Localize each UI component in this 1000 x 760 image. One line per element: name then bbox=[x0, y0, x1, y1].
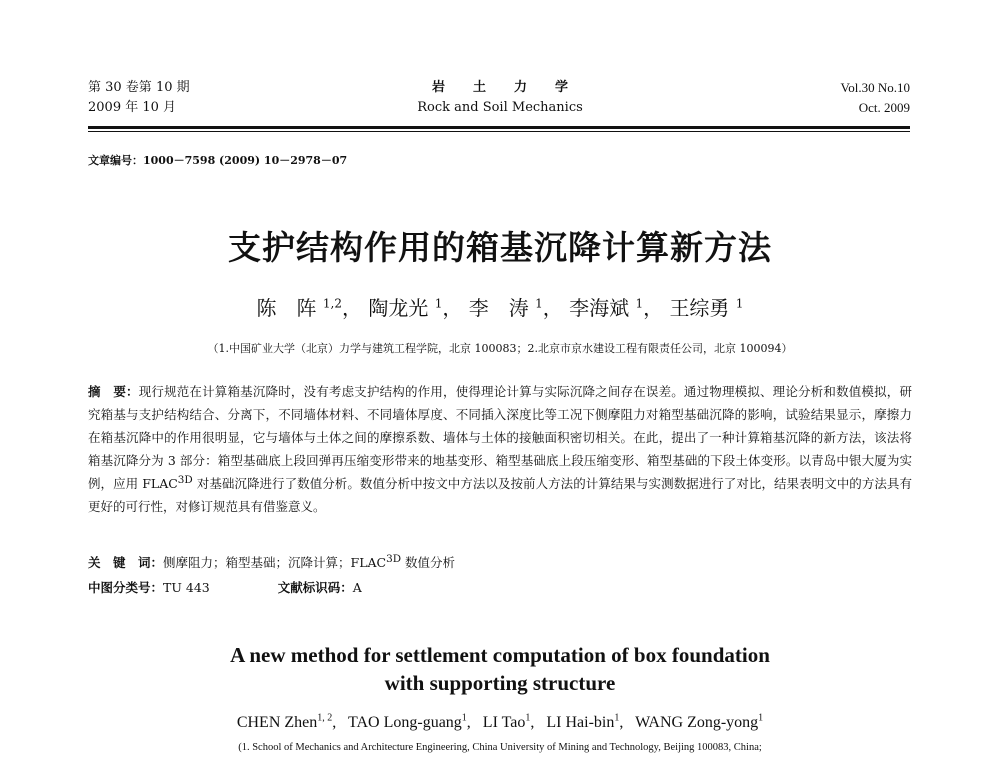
header-rule-thin bbox=[88, 131, 910, 132]
author-cn: 王综勇 $^1$ bbox=[669, 296, 744, 320]
clc-value: TU 443 bbox=[163, 580, 210, 595]
journal-name-cn: 岩土力学 bbox=[431, 80, 596, 95]
date-en: Oct. 2009 bbox=[858, 100, 910, 115]
header-left bbox=[88, 78, 190, 118]
author-en: LI Hai-bin$^1$ bbox=[546, 712, 620, 731]
volume-issue-en: Vol.30 No.10 bbox=[840, 80, 910, 95]
author-en: CHEN Zhen$^{1, 2}$ bbox=[236, 712, 333, 731]
author-cn: 李海斌 $^1$ bbox=[569, 296, 644, 320]
keywords-text: 侧摩阻力；箱型基础；沉降计算；FLAC bbox=[163, 555, 387, 570]
title-en-line2: with supporting structure bbox=[384, 671, 616, 695]
header-right bbox=[841, 78, 910, 118]
authors-cn: 陈 阵 $^{1,2}$， 陶龙光 $^1$， 李 涛 $^1$， 李海斌 $^1$， 王综勇 $^1$ bbox=[256, 296, 744, 320]
doc-code-value: A bbox=[352, 580, 362, 595]
header-rule-thick bbox=[88, 126, 910, 129]
keywords-label: 关 键 词： bbox=[88, 555, 164, 570]
abstract-label: 摘 要： bbox=[88, 384, 139, 399]
header-center bbox=[360, 78, 640, 118]
title-cn: 支护结构作用的箱基沉降计算新方法 bbox=[228, 228, 772, 267]
doc-code-label: 文献标识码： bbox=[277, 580, 353, 595]
clc-label: 中图分类号： bbox=[88, 580, 164, 595]
journal-name-en: Rock and Soil Mechanics bbox=[417, 100, 583, 115]
abstract-sup: 3D bbox=[177, 473, 193, 486]
authors-en: CHEN Zhen$^{1, 2}$, TAO Long-guang$^1$, LI Tao$^1$, LI Hai-bin$^1$, WANG Zong-yong$^1$ bbox=[236, 712, 764, 731]
keywords-sup: 3D bbox=[386, 552, 402, 565]
volume-issue-cn: 第 30 卷第 10 期 bbox=[88, 80, 190, 95]
affiliation-cn: （1.中国矿业大学（北京）力学与建筑工程学院，北京 100083；2.北京市京水建设工程有限责任公司，北京 100094） bbox=[207, 342, 793, 355]
keywords-text-cont: 数值分析 bbox=[401, 555, 456, 570]
affiliation-en: (1. School of Mechanics and Architecture Engineering, China University of Mining and Technology, Beijing 100083, China; bbox=[238, 742, 762, 753]
author-en: TAO Long-guang$^1$ bbox=[347, 712, 467, 731]
abstract-text: 现行规范在计算箱基沉降时，没有考虑支护结构的作用，使得理论计算与实际沉降之间存在误差。通过物理模拟、理论分析和数值模拟，研究箱基与支护结构结合、分离下，不同墙体材料、不同墙体厚度、不同插入深度比等工况下侧摩阻力对箱型基础沉降的影响，试验结果显示，摩擦力在箱基沉降中的作用很明显，它与墙体与土体之间的摩擦系数、墙体与土体的接触面积密切相关。在此，提出了一种计算箱基沉降的新方法，该法将箱基沉降分为 3 部分：箱型基础底上段回弹再压缩变形带来的地基变形、箱型基础底上段压缩变形、箱型基础的下段土体变形。以青岛中银大厦为实例，应用 FLAC bbox=[88, 384, 912, 491]
author-cn: 李 涛 $^1$ bbox=[468, 296, 543, 320]
author-cn: 陶龙光 $^1$ bbox=[368, 296, 443, 320]
abstract-text-cont: 对基础沉降进行了数值分析。数值分析中按文中方法以及按前人方法的计算结果与实测数据进行了对比，结果表明文中的方法具有更好的可行性，对修订规范具有借鉴意义。 bbox=[88, 476, 912, 514]
title-en-line1: A new method for settlement computation of box foundation bbox=[230, 643, 770, 667]
title-en bbox=[0, 641, 1000, 697]
classification-line bbox=[88, 578, 362, 598]
date-cn: 2009 年 10 月 bbox=[88, 100, 177, 115]
author-en: WANG Zong-yong$^1$ bbox=[635, 712, 764, 731]
author-en: LI Tao$^1$ bbox=[482, 712, 531, 731]
abstract-cn bbox=[88, 380, 912, 518]
author-cn: 陈 阵 $^{1,2}$ bbox=[256, 296, 342, 320]
article-number: 文章编号：1000－7598 (2009) 10－2978－07 bbox=[88, 154, 348, 167]
keywords-cn bbox=[88, 553, 912, 573]
